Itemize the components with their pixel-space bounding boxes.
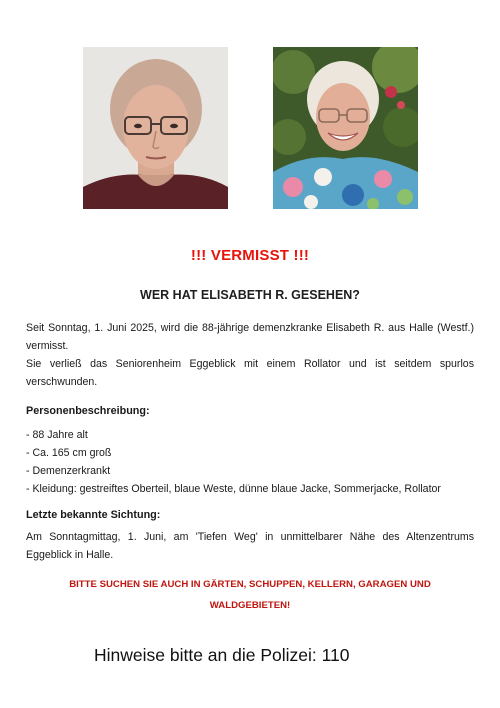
search-appeal-line: WALDGEBIETEN! bbox=[209, 600, 291, 611]
description-list bbox=[26, 426, 474, 498]
description-item: - Kleidung: gestreiftes Oberteil, blaue Weste, dünne blaue Jacke, Sommerjacke, Rollator bbox=[26, 483, 441, 495]
who-has-seen-subheadline: WER HAT ELISABETH R. GESEHEN? bbox=[140, 288, 360, 302]
sighting-title: Letzte bekannte Sichtung: bbox=[26, 509, 161, 521]
missing-person-portrait-photo bbox=[83, 47, 228, 209]
intro-paragraph: Seit Sonntag, 1. Juni 2025, wird die 88-jährige demenzkranke Elisabeth R. aus Halle (Westf.) vermisst. bbox=[26, 322, 474, 352]
search-appeal bbox=[30, 574, 470, 616]
description-item: - Demenzerkrankt bbox=[26, 465, 111, 477]
intro-text bbox=[26, 319, 474, 391]
sighting-text: Am Sonntagmittag, 1. Juni, am 'Tiefen Weg' in unmittelbarer Nähe des Altenzentrums Eggeblick in Halle. bbox=[26, 531, 474, 561]
description-title: Personenbeschreibung: bbox=[26, 405, 150, 417]
description-item: - Ca. 165 cm groß bbox=[26, 447, 112, 459]
missing-headline: !!! VERMISST !!! bbox=[190, 247, 310, 264]
intro-paragraph: Sie verließ das Seniorenheim Eggeblick mit einem Rollator und ist seitdem spurlos verschwunden. bbox=[26, 358, 474, 388]
missing-person-smiling-photo bbox=[273, 47, 418, 209]
police-contact-note: Hinweise bitte an die Polizei: 110 bbox=[94, 645, 350, 665]
search-appeal-line: BITTE SUCHEN SIE AUCH IN GÄRTEN, SCHUPPEN, KELLERN, GARAGEN UND bbox=[69, 579, 431, 590]
description-item: - 88 Jahre alt bbox=[26, 429, 88, 441]
